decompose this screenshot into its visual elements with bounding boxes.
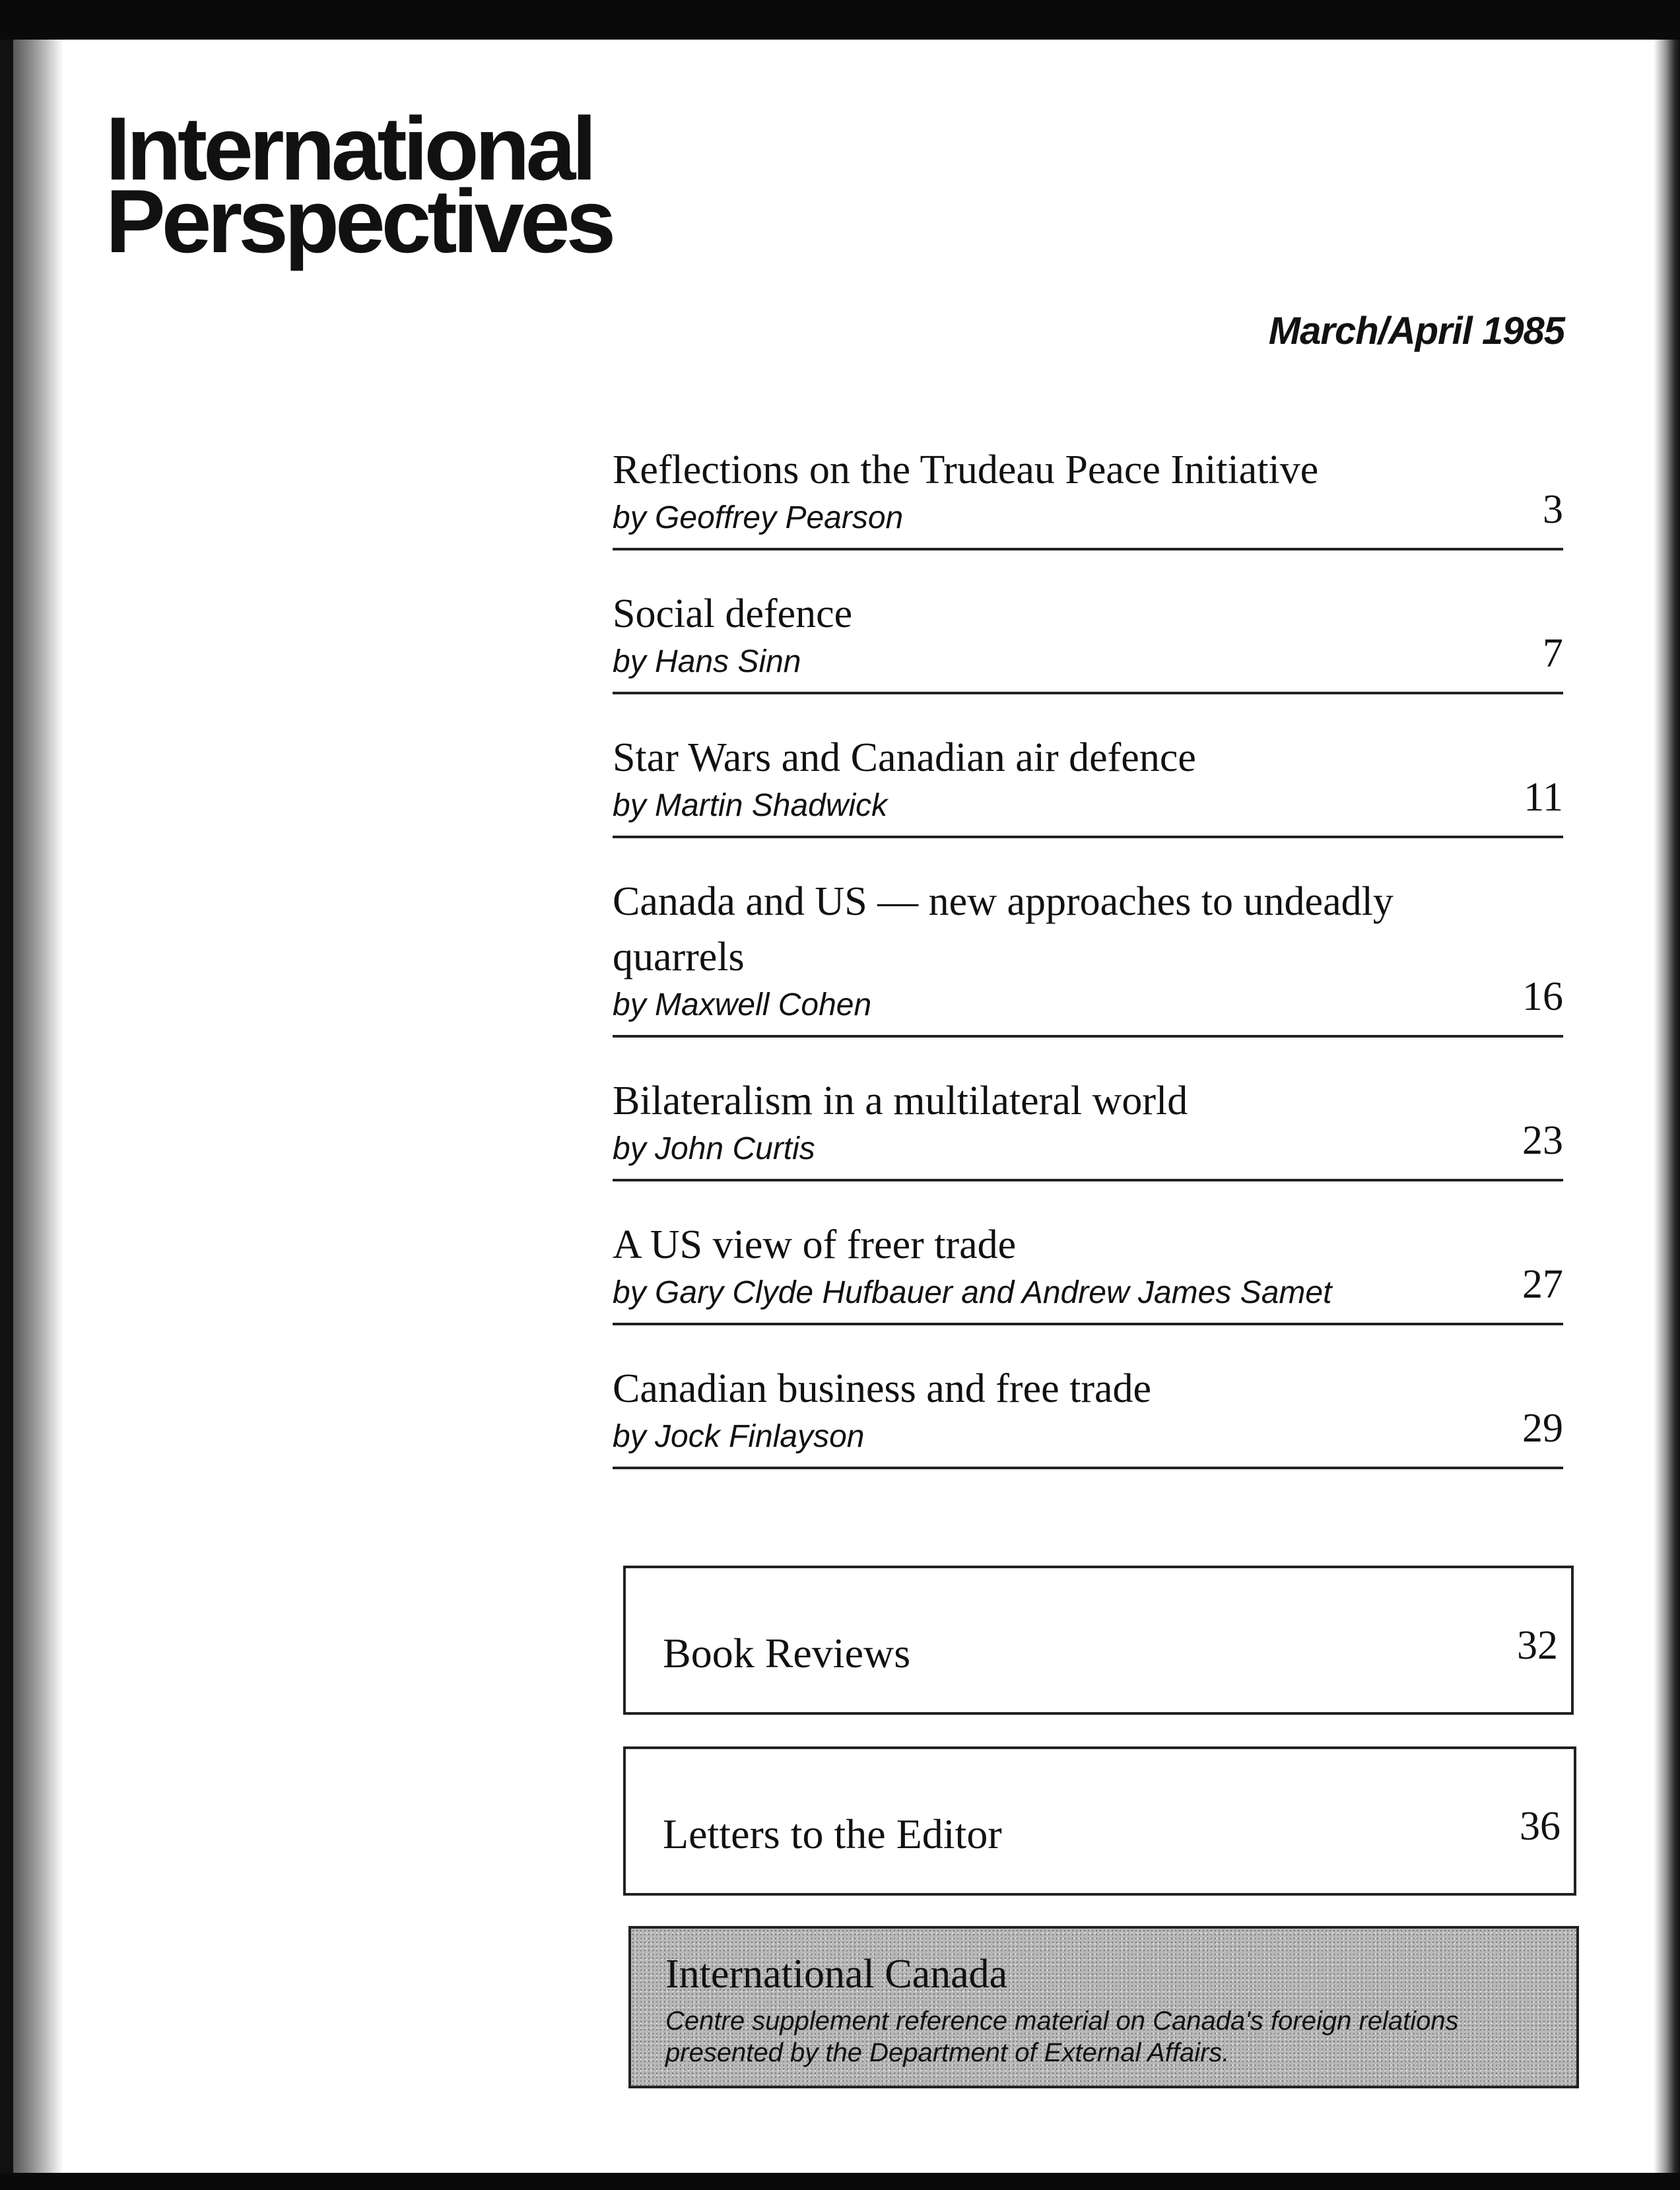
table-of-contents <box>613 442 1563 1505</box>
page-number: 3 <box>1543 487 1563 532</box>
toc-entry[interactable] <box>613 586 1563 694</box>
toc-entry[interactable] <box>613 1361 1563 1469</box>
article-author: by Geoffrey Pearson <box>613 500 904 535</box>
article-author: by Jock Finlayson <box>613 1419 865 1454</box>
toc-entry[interactable] <box>613 1217 1563 1325</box>
book-reviews-page: 32 <box>1517 1623 1558 1668</box>
scan-bottom-border <box>0 2173 1680 2190</box>
masthead-line-2: Perspectives <box>106 171 613 271</box>
supplement-title: International Canada <box>665 1952 1008 1997</box>
scan-left-edge <box>0 40 13 2173</box>
page-number: 7 <box>1543 631 1563 676</box>
article-author: by Gary Clyde Hufbauer and Andrew James Samet <box>613 1275 1332 1310</box>
letters-box[interactable] <box>623 1746 1576 1896</box>
masthead-line-1: International <box>106 98 593 199</box>
supplement-description: Centre supplement reference material on Canada's foreign relations presented by the Department of External Affairs. <box>665 2007 1459 2067</box>
scan-right-edge <box>1654 40 1680 2173</box>
masthead <box>106 98 634 271</box>
article-title: Bilateralism in a multilateral world <box>613 1078 1188 1123</box>
article-author: by John Curtis <box>613 1131 815 1166</box>
page-number: 23 <box>1522 1118 1563 1163</box>
issue-date: March/April 1985 <box>1268 310 1564 352</box>
article-author: by Maxwell Cohen <box>613 987 872 1022</box>
article-author: by Hans Sinn <box>613 644 801 679</box>
supplement-box[interactable] <box>628 1926 1579 2088</box>
toc-entry[interactable] <box>613 730 1563 838</box>
book-reviews-box[interactable] <box>623 1566 1574 1715</box>
toc-entry[interactable] <box>613 442 1563 550</box>
article-title: A US view of freer trade <box>613 1222 1017 1267</box>
article-title: Star Wars and Canadian air defence <box>613 735 1196 780</box>
article-title: Reflections on the Trudeau Peace Initiative <box>613 448 1319 492</box>
page-number: 16 <box>1522 974 1563 1019</box>
letters-label: Letters to the Editor <box>663 1810 1002 1857</box>
letters-page: 36 <box>1520 1804 1561 1849</box>
page-number: 11 <box>1524 775 1563 820</box>
book-reviews-label: Book Reviews <box>663 1630 911 1676</box>
page-number: 29 <box>1522 1406 1563 1451</box>
scan-top-border <box>0 0 1680 40</box>
toc-entry[interactable] <box>613 874 1563 1038</box>
article-title: Canada and US — new approaches to undeadly quarrels <box>613 879 1394 979</box>
article-author: by Martin Shadwick <box>613 788 888 823</box>
article-title: Social defence <box>613 591 853 636</box>
toc-entry[interactable] <box>613 1073 1563 1181</box>
page-number: 27 <box>1522 1262 1563 1307</box>
article-title: Canadian business and free trade <box>613 1366 1152 1411</box>
